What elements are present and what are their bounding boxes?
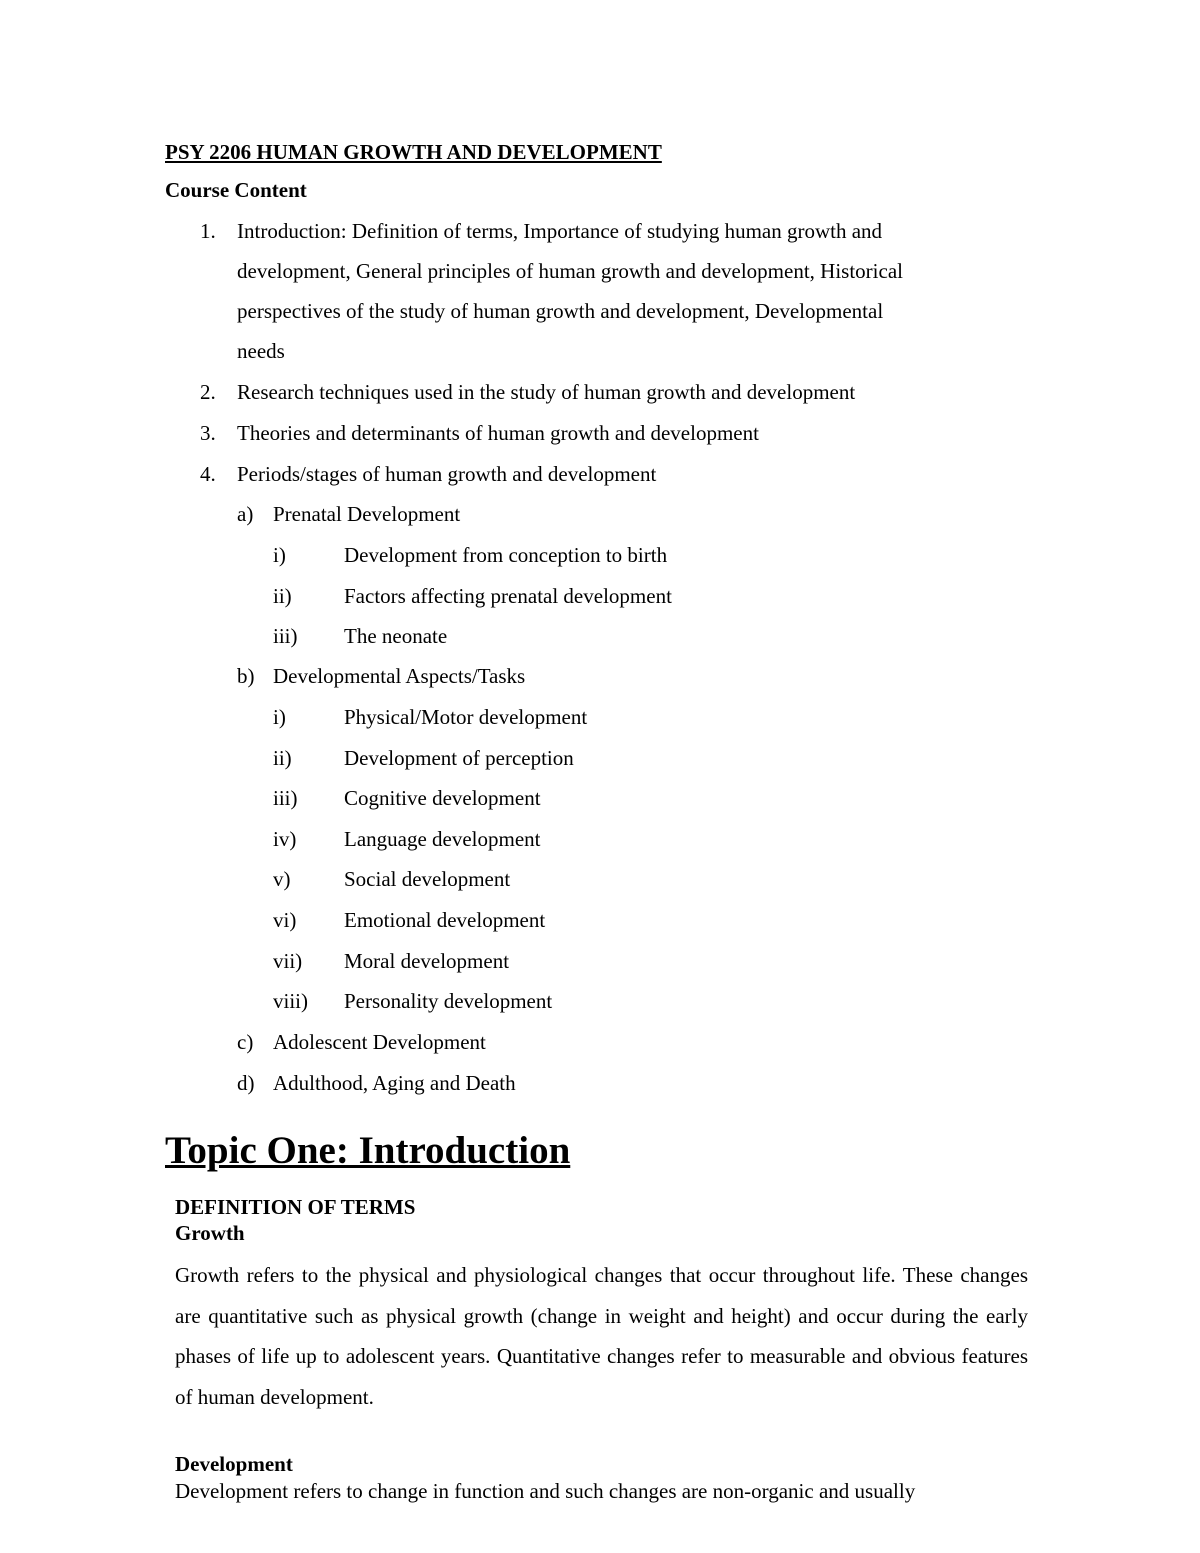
sub-b-item-5: Social development: [344, 867, 511, 891]
topic-heading: Topic One: Introduction: [165, 1129, 571, 1172]
development-text: Development refers to change in function and such changes are non-organic and usually: [175, 1479, 916, 1503]
sub-d-text: Adulthood, Aging and Death: [273, 1071, 516, 1095]
sub-b-roman-4: iv): [273, 827, 297, 851]
outline-item-2-text: Research techniques used in the study of human growth and development: [237, 380, 856, 404]
development-heading: Development: [175, 1452, 293, 1476]
outline-item-1-line-2: development, General principles of human growth and development, Historical: [237, 259, 903, 283]
definitions-heading: DEFINITION OF TERMS: [175, 1195, 416, 1219]
sub-b-roman-2: ii): [273, 746, 292, 770]
growth-paragraph: Growth refers to the physical and physiological changes that occur throughout life. These changes are quantitative such as physical growth (change in weight and height) and occur during the early phases of life up to adolescent years. Quantitative changes refer to measurable and obvious features of human development.: [175, 1263, 1028, 1409]
sub-b-letter: b): [237, 664, 255, 688]
outline-item-1-line-1: Introduction: Definition of terms, Importance of studying human growth and: [237, 219, 883, 243]
course-title: PSY 2206 HUMAN GROWTH AND DEVELOPMENT: [165, 140, 662, 164]
outline-item-3-text: Theories and determinants of human growth and development: [237, 421, 759, 445]
sub-d-letter: d): [237, 1071, 255, 1095]
sub-a-item-2: Factors affecting prenatal development: [344, 584, 672, 608]
sub-b-roman-7: vii): [273, 949, 303, 973]
sub-a-letter: a): [237, 502, 254, 526]
sub-c-text: Adolescent Development: [273, 1030, 486, 1054]
sub-b-item-6: Emotional development: [344, 908, 546, 932]
outline-item-3-number: 3.: [200, 421, 216, 445]
sub-b-roman-8: viii): [273, 989, 308, 1013]
sub-b-roman-6: vi): [273, 908, 297, 932]
sub-b-roman-5: v): [273, 867, 291, 891]
sub-c-letter: c): [237, 1030, 254, 1054]
outline-item-4-number: 4.: [200, 462, 216, 486]
sub-b-roman-3: iii): [273, 786, 298, 810]
sub-a-roman-2: ii): [273, 584, 292, 608]
sub-a-roman-1: i): [273, 543, 286, 567]
growth-heading: Growth: [175, 1221, 245, 1245]
sub-b-roman-1: i): [273, 705, 286, 729]
outline-item-2-number: 2.: [200, 380, 216, 404]
sub-a-text: Prenatal Development: [273, 502, 461, 526]
outline-item-1-line-3: perspectives of the study of human growth and development, Developmental: [237, 299, 884, 323]
sub-a-roman-3: iii): [273, 624, 298, 648]
sub-b-item-1: Physical/Motor development: [344, 705, 588, 729]
sub-a-item-1: Development from conception to birth: [344, 543, 668, 567]
sub-b-item-2: Development of perception: [344, 746, 574, 770]
outline-item-1-line-4: needs: [237, 339, 285, 363]
sub-b-text: Developmental Aspects/Tasks: [273, 664, 526, 688]
outline-item-4-text: Periods/stages of human growth and development: [237, 462, 657, 486]
outline-item-1-number: 1.: [200, 219, 216, 243]
sub-b-item-4: Language development: [344, 827, 541, 851]
sub-b-item-3: Cognitive development: [344, 786, 541, 810]
sub-b-item-8: Personality development: [344, 989, 553, 1013]
sub-b-item-7: Moral development: [344, 949, 510, 973]
course-content-label: Course Content: [165, 178, 307, 202]
sub-a-item-3: The neonate: [344, 624, 448, 648]
